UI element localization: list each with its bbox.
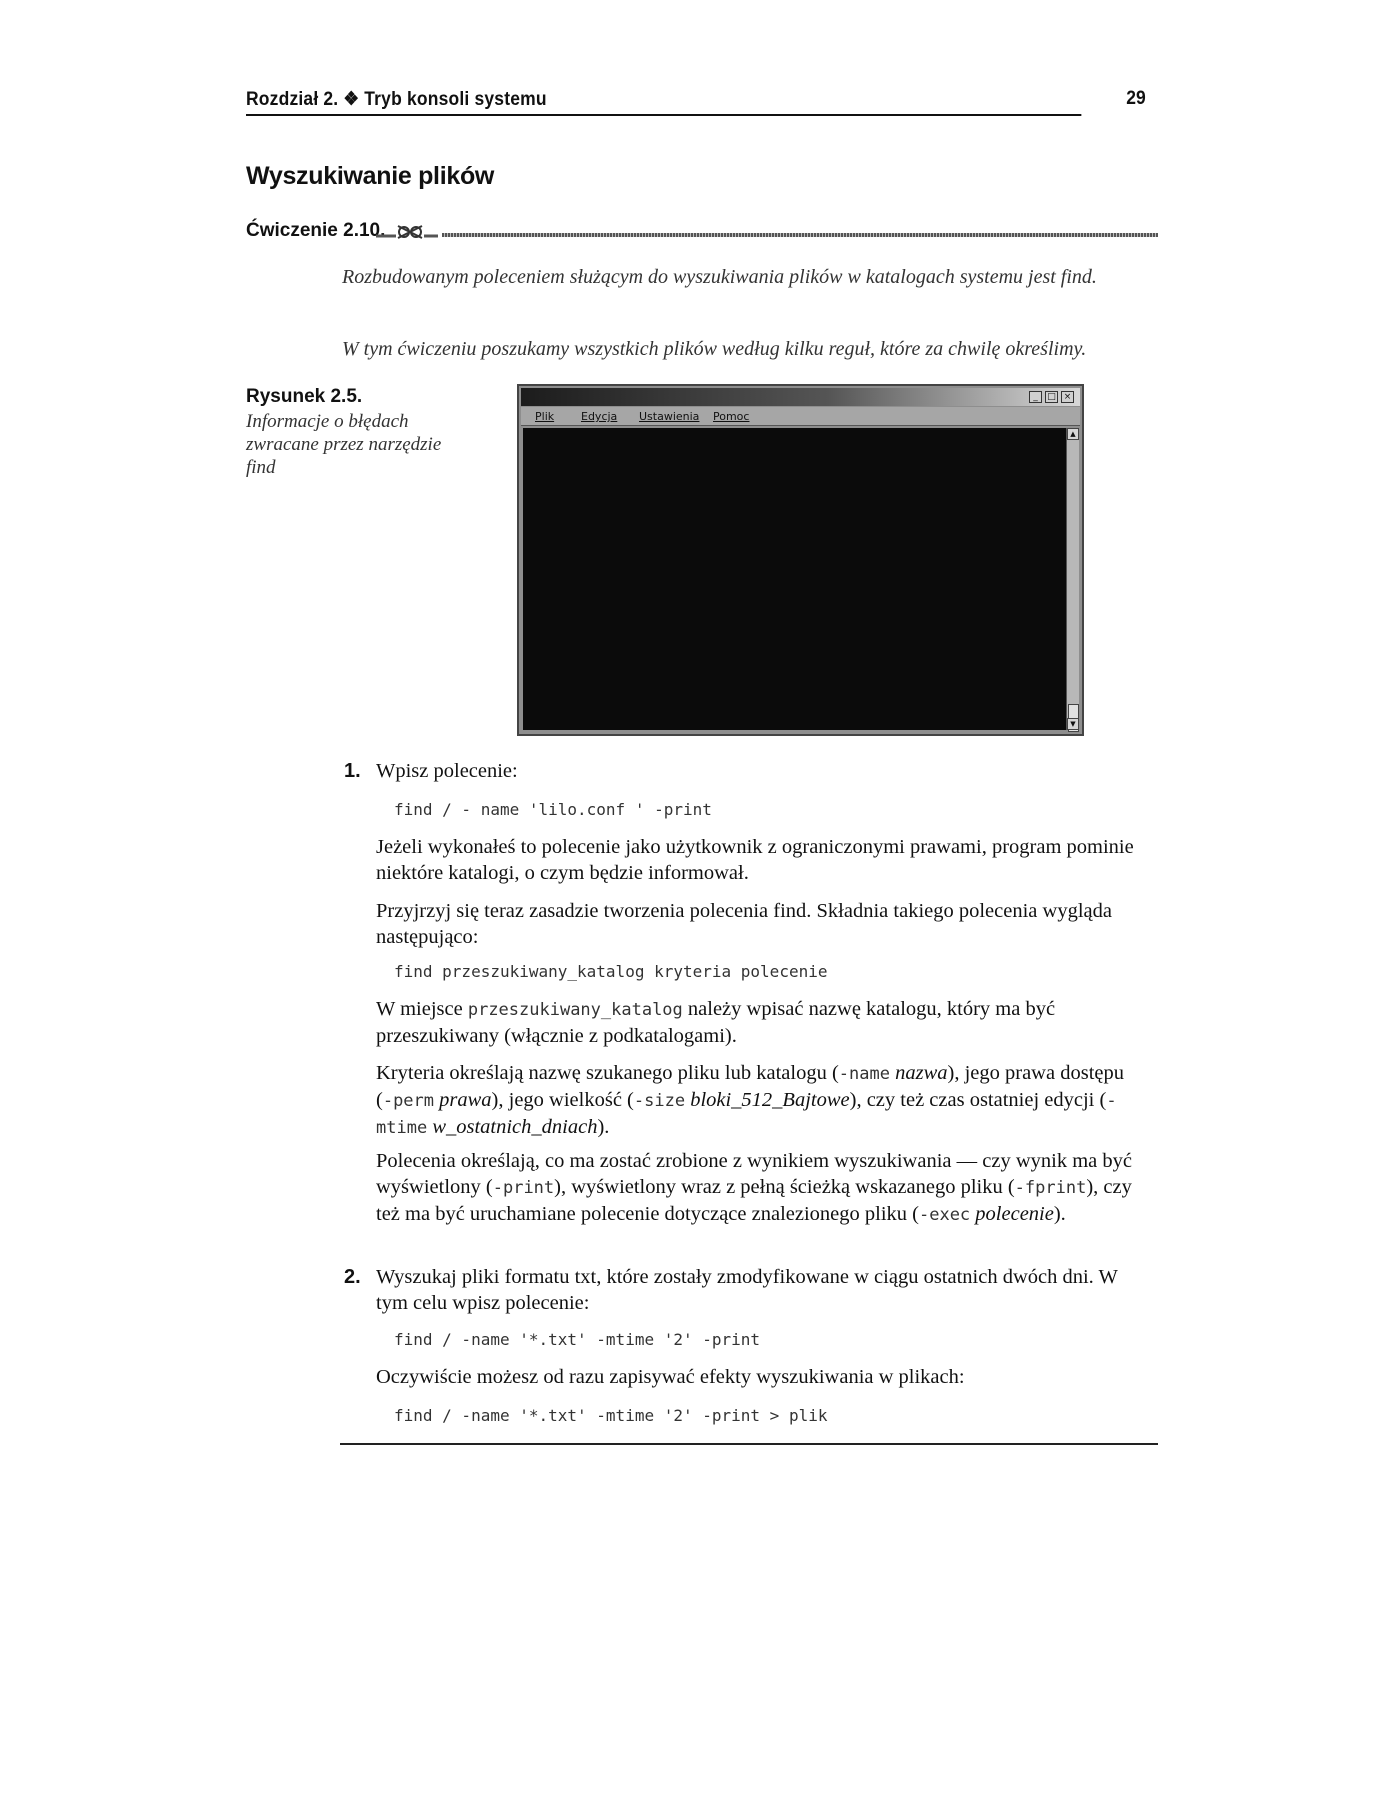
exercise-label: Ćwiczenie 2.10.	[246, 220, 386, 241]
paragraph-kryteria	[376, 1060, 1144, 1141]
text: Polecenia określają, co ma zostać zrobione z wynikiem wyszukiwania — czy wynik ma być wyświetlony (	[376, 1150, 1132, 1198]
terminal-titlebar	[521, 388, 1080, 406]
step-number: 2.	[344, 1266, 361, 1288]
terminal-scrollbar	[1066, 428, 1079, 730]
figure-caption: Informacje o błędach zwracane przez narzędzie find	[246, 411, 442, 478]
menu-item-settings: Ustawienia	[639, 410, 700, 423]
step-2-text: Wyszukaj pliki formatu txt, które zostały zmodyfikowane w ciągu ostatnich dwóch dni. W tym celu wpisz polecenie:	[376, 1266, 1118, 1314]
intro-paragraph-1: Rozbudowanym poleceniem służącym do wyszukiwania plików w katalogach systemu jest find.	[342, 266, 1097, 288]
emphasis: bloki_512_Bajtowe	[685, 1089, 850, 1111]
running-header	[246, 86, 1146, 116]
code-line: find / - name 'lilo.conf ' -print	[394, 800, 712, 819]
text: ), czy też czas ostatniej edycji (	[849, 1089, 1107, 1111]
paragraph-polecenia	[376, 1148, 1144, 1228]
figure-label: Rysunek 2.5.	[246, 386, 363, 407]
terminal-screenshot	[517, 384, 1084, 736]
chapter-title: Rozdział 2. ❖ Tryb konsoli systemu	[246, 89, 547, 110]
scroll-down-icon: ▼	[1067, 718, 1079, 730]
text: ).	[1053, 1203, 1066, 1225]
minimize-icon: _	[1029, 391, 1042, 403]
code-line: find przeszukiwany_katalog kryteria polecenie	[394, 962, 828, 981]
emphasis: prawa	[434, 1089, 492, 1111]
text: należy wpisać nazwę katalogu, który ma być przeszukiwany (włącznie z podkatalogami).	[376, 998, 1056, 1047]
text: ), jego prawa dostępu (	[376, 1062, 1124, 1111]
terminal-menubar	[521, 407, 1080, 426]
scroll-up-icon: ▲	[1067, 428, 1079, 440]
inline-code: przeszukiwany_katalog	[467, 1000, 683, 1020]
scissors-ornament-icon	[376, 222, 438, 242]
paragraph: Oczywiście możesz od razu zapisywać efekty wyszukiwania w plikach:	[376, 1366, 965, 1388]
code-line: find / -name '*.txt' -mtime '2' -print > plik	[394, 1406, 828, 1425]
inline-code: -name	[838, 1064, 890, 1084]
bottom-rule	[340, 1443, 1158, 1445]
maximize-icon: □	[1045, 391, 1058, 403]
page-number: 29	[1126, 88, 1146, 109]
menu-item-edit: Edycja	[581, 410, 618, 423]
inline-code: -mtime	[376, 1091, 1117, 1138]
text: ), wyświetlony wraz z pełną ścieżką wskazanego pliku (	[554, 1176, 1015, 1198]
text: ), czy też ma być uruchamiane polecenie dotyczące znalezionego pliku (	[376, 1176, 1132, 1225]
terminal-screen	[523, 428, 1066, 730]
section-title: Wyszukiwanie plików	[246, 162, 495, 190]
paragraph-miejsce	[376, 996, 1144, 1049]
exercise-rule	[442, 233, 1158, 237]
emphasis: polecenie	[970, 1203, 1054, 1225]
text: ), jego wielkość (	[491, 1089, 634, 1111]
exercise-heading	[246, 220, 1158, 244]
menu-item-help: Pomoc	[713, 410, 750, 423]
step-1-text: Wpisz polecenie:	[376, 760, 518, 782]
inline-code: -fprint	[1014, 1178, 1087, 1198]
inline-code: -print	[492, 1178, 555, 1198]
text: W miejsce	[376, 998, 468, 1020]
inline-code: -size	[633, 1091, 686, 1111]
inline-code: -perm	[382, 1091, 435, 1111]
paragraph: Przyjrzyj się teraz zasadzie tworzenia polecenia find. Składnia takiego polecenia wygląda następująco:	[376, 900, 1112, 948]
text: ).	[597, 1116, 610, 1138]
step-number: 1.	[344, 760, 361, 782]
code-line: find / -name '*.txt' -mtime '2' -print	[394, 1330, 761, 1349]
intro-paragraph-2: W tym ćwiczeniu poszukamy wszystkich plików według kilku reguł, które za chwilę określimy.	[342, 338, 1087, 360]
menu-item-file: Plik	[535, 410, 555, 423]
text: Kryteria określają nazwę szukanego pliku lub katalogu (	[376, 1062, 839, 1084]
inline-code: -exec	[918, 1205, 971, 1225]
emphasis: nazwa	[889, 1062, 948, 1084]
paragraph: Jeżeli wykonałeś to polecenie jako użytkownik z ograniczonymi prawami, program pominie niektóre katalogi, o czym będzie informował.	[376, 836, 1134, 884]
emphasis: w_ostatnich_dniach	[427, 1116, 598, 1138]
close-icon: ×	[1061, 391, 1074, 403]
